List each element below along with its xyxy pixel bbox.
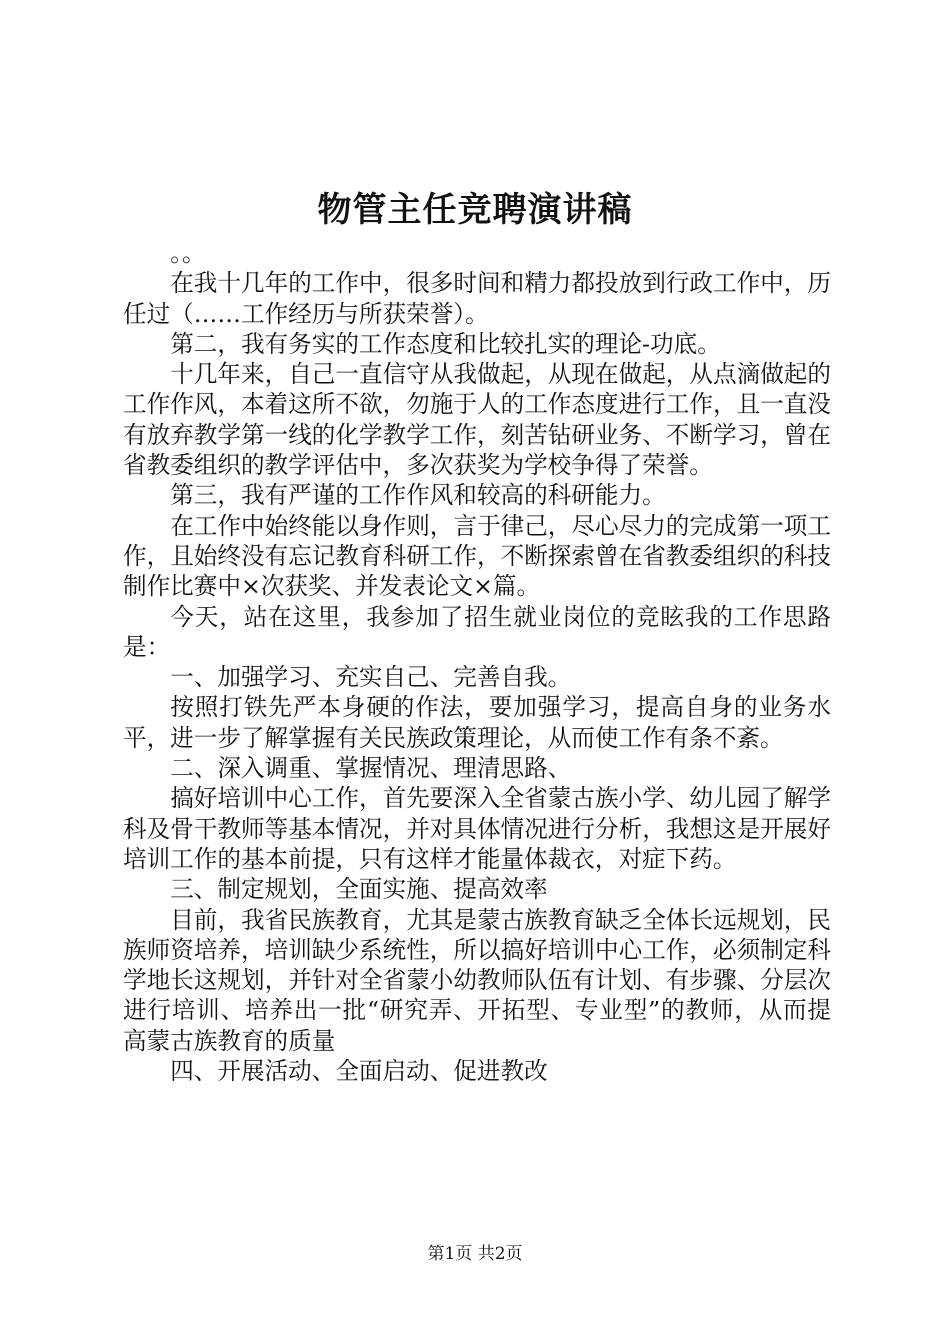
document-body <box>123 238 831 1086</box>
paragraph: 在工作中始终能以身作则，言于律己，尽心尽力的完成第一项工作，且始终没有忘记教育科研工作，不断探索曾在省教委组织的科技制作比赛中×次获奖、并发表论文×篇。 <box>123 511 831 601</box>
paragraph: 一、加强学习、充实自己、完善自我。 <box>170 663 572 692</box>
paragraph: 十几年来，自己一直信守从我做起，从现在做起，从点滴做起的工作作风，本着这所不欲，勿施于人的工作态度进行工作，且一直没有放弃教学第一线的化学教学工作，刻苦钻研业务、不断学习，曾在省教委组织的教学评估中，多次获奖为学校争得了荣誉。 <box>123 360 831 480</box>
paragraph: 搞好培训中心工作，首先要深入全省蒙古族小学、幼儿园了解学科及骨干教师等基本情况，并对具体情况进行分析，我想这是开展好培训工作的基本前提，只有这样才能量体裁衣，对症下药。 <box>123 784 831 873</box>
document-title: 物管主任竞聘演讲稿 <box>317 190 633 230</box>
page-footer: 第1页 共2页 <box>427 1244 523 1264</box>
paragraph: 按照打铁先严本身硬的作法，要加强学习，提高自身的业务水平，进一步了解掌握有关民族政策理论，从而使工作有条不紊。 <box>123 693 831 752</box>
paragraph: 今天，站在这里，我参加了招生就业岗位的竞眩我的工作思路是： <box>123 602 831 661</box>
paragraph: 目前，我省民族教育，尤其是蒙古族教育缺乏全体长远规划，民族师资培养，培训缺少系统性，所以搞好培训中心工作，必须制定科学地长这规划，并针对全省蒙小幼教师队伍有计划、有步骤、分层次进行培训、培养出一批“研究弄、开拓型、专业型”的教师，从而提高蒙古族教育的质量 <box>123 905 831 1055</box>
paragraph: 四、开展活动、全面启动、促进教改 <box>170 1057 548 1086</box>
paragraph: 第二，我有务实的工作态度和比较扎实的理论-功底。 <box>170 329 721 358</box>
paragraph: 第三，我有严谨的工作作风和较高的科研能力。 <box>170 481 666 510</box>
paragraph: 在我十几年的工作中，很多时间和精力都投放到行政工作中，历任过（……工作经历与所获荣誉）。 <box>123 269 831 328</box>
paragraph: 三、制定规划，全面实施、提高效率 <box>170 875 548 904</box>
paragraph: 。。 <box>170 239 206 267</box>
paragraph: 二、深入调重、掌握情况、理清思路、 <box>170 754 572 783</box>
